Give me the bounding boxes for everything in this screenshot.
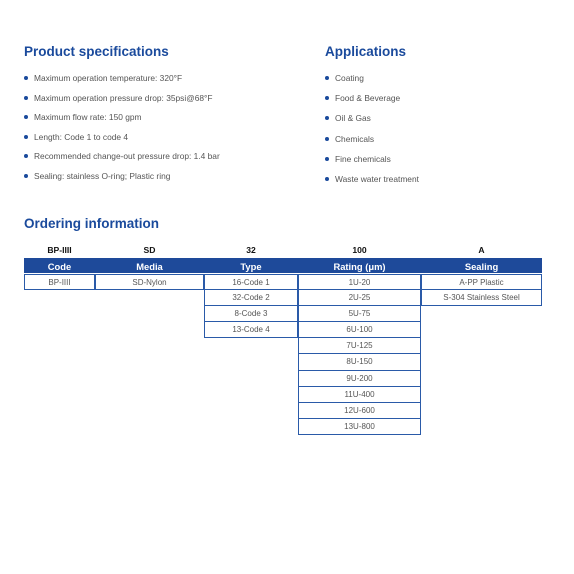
bullet-icon <box>24 115 28 119</box>
applications-title: Applications <box>325 44 407 59</box>
table-cell: SD-Nylon <box>95 274 204 290</box>
spec-text: Length: Code 1 to code 4 <box>34 131 129 142</box>
application-item <box>325 113 419 133</box>
example-code-code: BP-IIII <box>47 245 72 255</box>
spec-item <box>24 112 220 132</box>
spec-text: Recommended change-out pressure drop: 1.4 bar <box>34 151 220 162</box>
bullet-icon <box>325 116 329 120</box>
column-header-sealing: Sealing <box>421 258 542 273</box>
application-text: Waste water treatment <box>335 173 419 184</box>
example-code-media: SD <box>143 245 156 255</box>
table-cell: 11U-400 <box>298 387 421 403</box>
example-code-rating: 100 <box>352 245 367 255</box>
spec-item <box>24 171 220 191</box>
application-item <box>325 154 419 174</box>
column-code <box>24 274 95 290</box>
product-specifications-list <box>24 73 220 191</box>
bullet-icon <box>24 154 28 158</box>
table-cell: 7U-125 <box>298 338 421 354</box>
bullet-icon <box>325 96 329 100</box>
table-cell: 5U-75 <box>298 306 421 322</box>
column-media <box>95 274 204 290</box>
table-cell: 32-Code 2 <box>204 290 298 306</box>
application-text: Fine chemicals <box>335 153 391 164</box>
column-header-type: Type <box>204 258 298 273</box>
spec-text: Maximum operation pressure drop: 35psi@68°F <box>34 92 213 103</box>
table-cell: S-304 Stainless Steel <box>421 290 542 306</box>
spec-text: Maximum flow rate: 150 gpm <box>34 112 142 123</box>
spec-item <box>24 93 220 113</box>
column-sealing <box>421 274 542 306</box>
table-cell: 8-Code 3 <box>204 306 298 322</box>
bullet-icon <box>325 137 329 141</box>
application-item <box>325 93 419 113</box>
table-cell: BP-IIII <box>24 274 95 290</box>
table-cell: 13U-800 <box>298 419 421 435</box>
column-header-rating: Rating (μm) <box>298 258 421 273</box>
bullet-icon <box>24 76 28 80</box>
application-text: Coating <box>335 73 364 83</box>
application-item <box>325 134 419 154</box>
example-code-sealing: A <box>478 245 485 255</box>
spec-text: Sealing: stainless O-ring; Plastic ring <box>34 170 171 181</box>
table-cell: 13-Code 4 <box>204 322 298 338</box>
column-header-media: Media <box>95 258 204 273</box>
table-cell: 9U-200 <box>298 371 421 387</box>
table-cell: 12U-600 <box>298 403 421 419</box>
product-specifications-title: Product specifications <box>24 44 169 59</box>
bullet-icon <box>325 157 329 161</box>
application-item <box>325 73 419 93</box>
bullet-icon <box>24 135 28 139</box>
table-cell: A-PP Plastic <box>421 274 542 290</box>
example-code-type: 32 <box>246 245 256 255</box>
table-cell: 6U-100 <box>298 322 421 338</box>
spec-text: Maximum operation temperature: 320°F <box>34 73 183 83</box>
table-cell: 16-Code 1 <box>204 274 298 290</box>
bullet-icon <box>325 76 329 80</box>
column-rating <box>298 274 421 435</box>
spec-item <box>24 132 220 152</box>
applications-list <box>325 73 419 194</box>
application-text: Oil & Gas <box>335 113 371 124</box>
bullet-icon <box>24 174 28 178</box>
application-text: Food & Beverage <box>335 93 401 104</box>
spec-item <box>24 73 220 93</box>
column-header-code: Code <box>24 258 95 273</box>
table-cell: 1U-20 <box>298 274 421 290</box>
spec-item <box>24 151 220 171</box>
bullet-icon <box>24 96 28 100</box>
application-item <box>325 174 419 194</box>
bullet-icon <box>325 177 329 181</box>
column-type <box>204 274 298 338</box>
table-cell: 8U-150 <box>298 354 421 370</box>
table-cell: 2U-25 <box>298 290 421 306</box>
ordering-information-title: Ordering information <box>24 216 159 231</box>
application-text: Chemicals <box>335 133 375 144</box>
